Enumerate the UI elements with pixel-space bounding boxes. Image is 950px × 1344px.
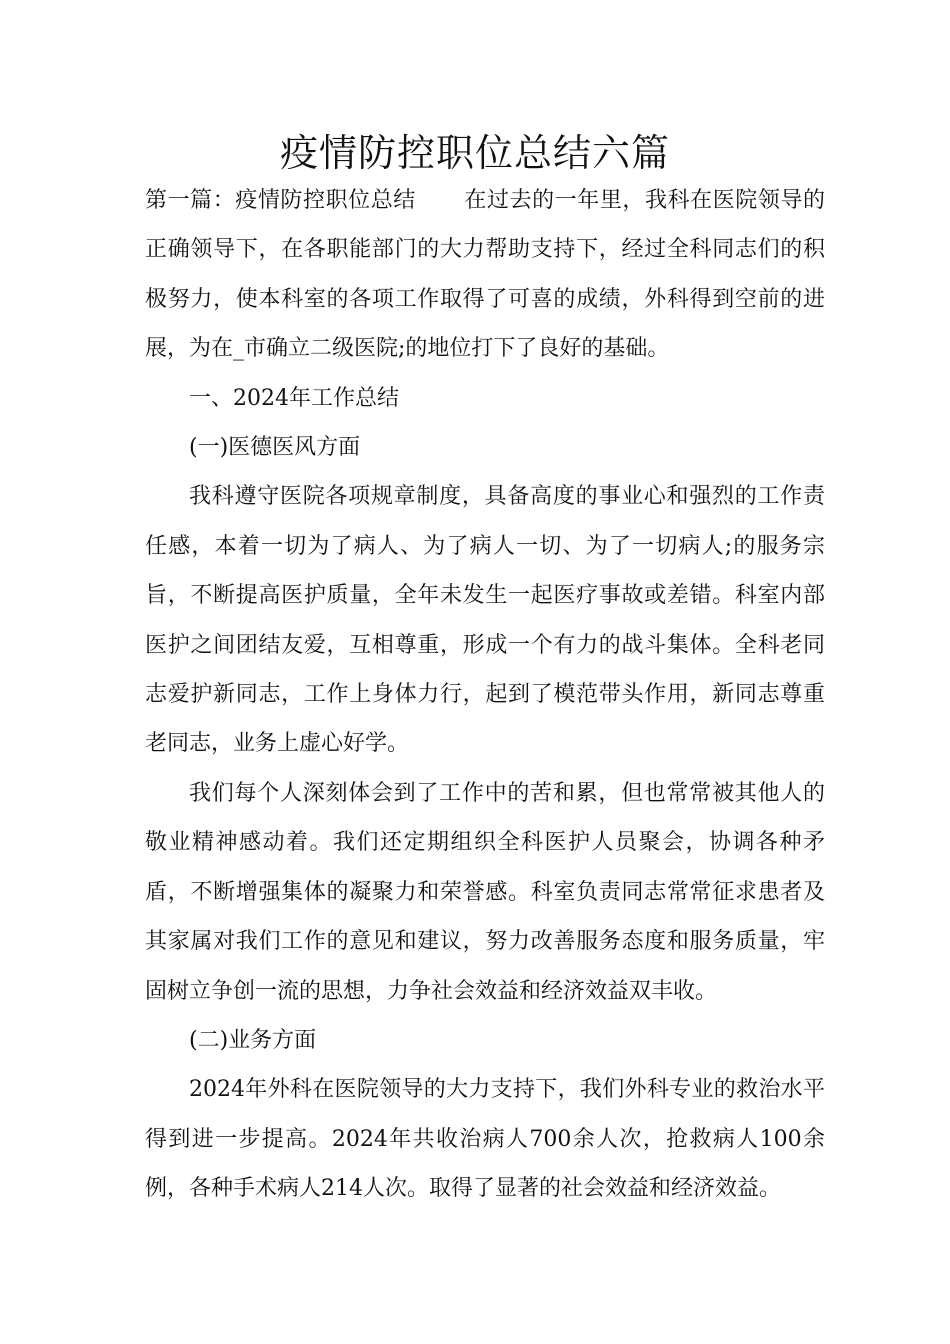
subsection-2-heading: (二)业务方面	[189, 1027, 317, 1053]
paragraph-business: 2024年外科在医院领导的大力支持下，我们外科专业的救治水平得到进一步提高。2024年共收治病人700余人次，抢救病人100余例，各种手术病人214人次。取得了显著的社会效益和经济效益。	[145, 1077, 825, 1202]
document-body	[145, 176, 825, 1214]
intro-heading: 第一篇：疫情防控职位总结	[145, 188, 416, 213]
document-title: 疫情防控职位总结六篇	[279, 131, 670, 175]
section-1-heading: 一、2024年工作总结	[189, 385, 399, 411]
subsection-1-heading: (一)医德医风方面	[189, 435, 361, 461]
intro-paragraph	[145, 176, 825, 374]
paragraph-medical-ethics: 我科遵守医院各项规章制度，具备高度的事业心和强烈的工作责任感，本着一切为了病人、为了病人一切、为了一切病人;的服务宗旨，不断提高医护质量，全年未发生一起医疗事故或差错。科室内部医护之间团结友爱，互相尊重，形成一个有力的战斗集体。全科老同志爱护新同志，工作上身体力行，起到了模范带头作用，新同志尊重老同志，业务上虚心好学。	[145, 484, 825, 757]
paragraph-team-spirit: 我们每个人深刻体会到了工作中的苦和累，但也常常被其他人的敬业精神感动着。我们还定期组织全科医护人员聚会，协调各种矛盾，不断增强集体的凝聚力和荣誉感。科室负责同志常常征求患者及其家属对我们工作的意见和建议，努力改善服务态度和服务质量，牢固树立争创一流的思想，力争社会效益和经济效益双丰收。	[145, 780, 825, 1004]
intro-text: 在过去的一年里，我科在医院领导的正确领导下，在各职能部门的大力帮助支持下，经过全科同志们的积极努力，使本科室的各项工作取得了可喜的成绩，外科得到空前的进展，为在_市确立二级医院;的地位打下了良好的基础。	[145, 188, 825, 362]
